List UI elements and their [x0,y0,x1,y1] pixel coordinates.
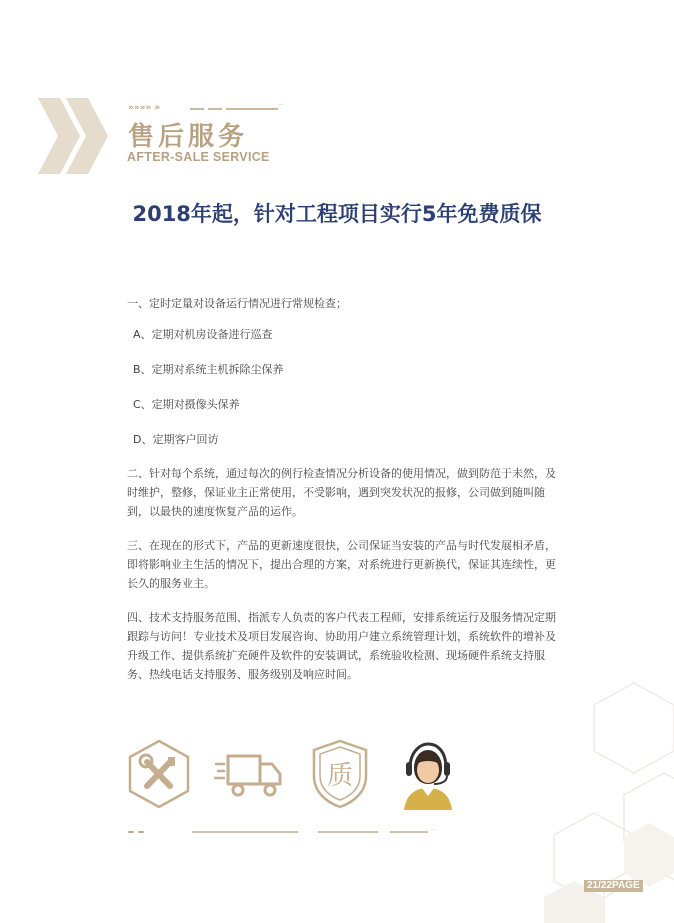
footer-dash-decoration [128,826,448,836]
section-subtitle: AFTER-SALE SERVICE [127,150,270,164]
svg-text:»»»» »: »»»» » [128,103,161,113]
svg-text:···: ··· [278,102,284,109]
sub-item-b: B、定期对系统主机拆除尘保养 [133,363,284,376]
service-item-4: 四、技术支持服务范围、指派专人负责的客户代表工程师，安排系统运行及服务情况定期跟踪与访问！专业技术及项目发展咨询、协助用户建立系统管理计划，系统软件的增补及升级工作、提供系统扩充硬件及软件的安装调试，系统验收检测、现场硬件系统支持服务、热线电话支持服务、服务级别及响应时间。 [127,611,556,681]
chevron-decoration-icon [38,98,118,174]
service-content [127,294,557,684]
service-item-1: 一、定时定量对设备运行情况进行常规检查； [127,297,347,310]
page-headline: 2018年起，针对工程项目实行5年免费质保 [132,202,542,226]
delivery-truck-icon [214,744,284,804]
sub-item-c: C、定期对摄像头保养 [133,398,240,411]
header-dash-decoration [128,99,288,113]
service-item-2: 二、针对每个系统，通过每次的例行检查情况分析设备的使用情况，做到防范于未然，及时维护，整修，保证业主正常使用，不受影响，遇到突发状况的报修，公司做到随叫随到，以最快的速度恢复产品的运作。 [127,467,556,518]
sub-item-d: D、定期客户回访 [133,433,219,446]
sub-item-a: A、定期对机房设备进行巡查 [133,328,273,341]
service-icons [126,738,456,813]
svg-text:···: ··· [430,827,436,834]
service-item-3: 三、在现在的形式下，产品的更新速度很快，公司保证当安装的产品与时代发展相矛盾，即将影响业主生活的情况下，提出合理的方案，对系统进行更新换代，保证其连续性，更长久的服务业主。 [127,539,556,590]
quality-badge-icon [306,738,374,810]
tools-hexagon-icon [126,738,192,810]
quality-character: 质 [326,761,354,791]
customer-service-headset-icon [398,738,458,810]
section-title: 售后服务 [128,122,249,152]
page-number: 21/22PAGE [584,880,643,892]
